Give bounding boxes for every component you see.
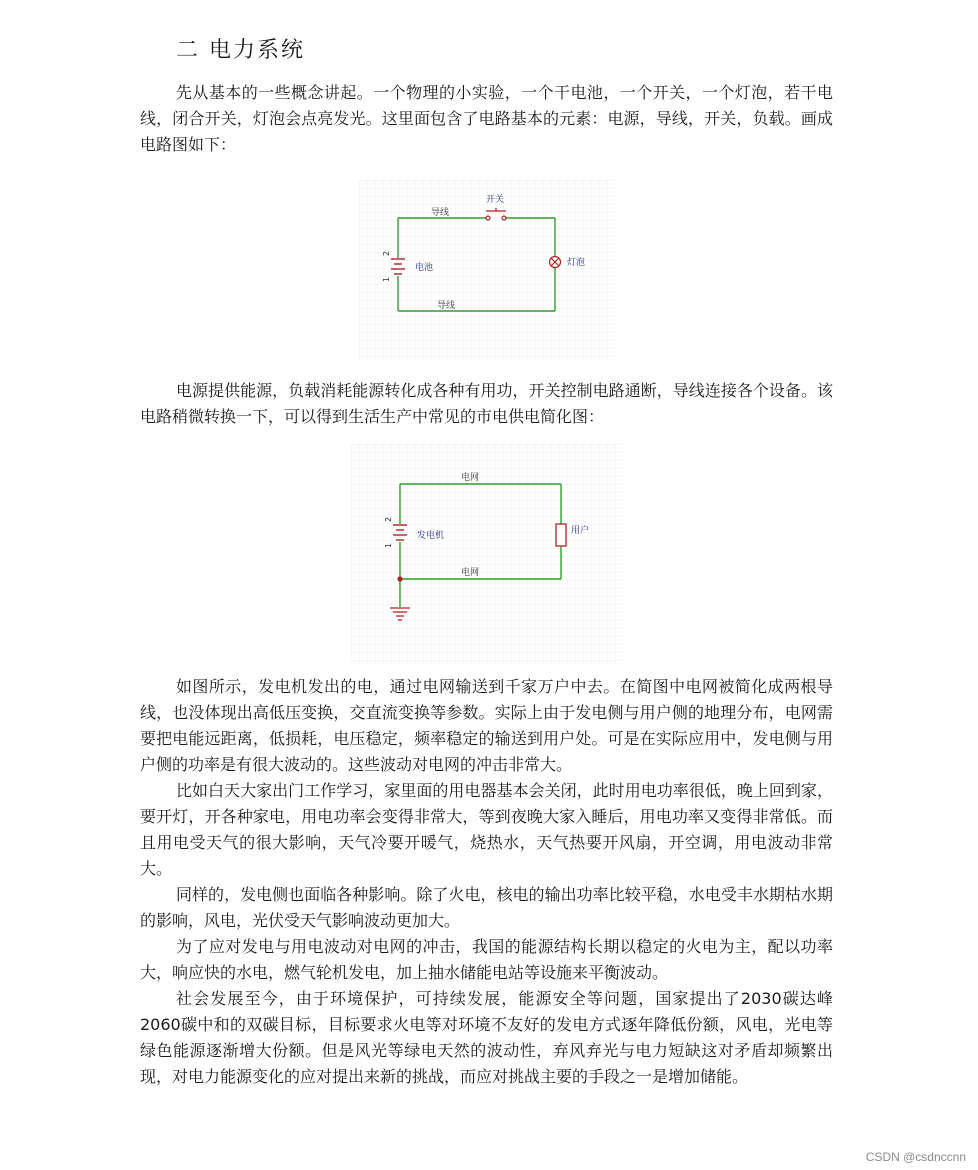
label-generator: 发电机 — [416, 531, 444, 541]
circuit-1-svg — [359, 180, 615, 362]
label-user: 用户 — [570, 526, 589, 536]
label-pin-2: 2 — [381, 250, 391, 256]
label-gen-pin-2: 2 — [383, 516, 393, 522]
label-grid-bottom: 电网 — [460, 568, 479, 578]
paragraph-grid: 如图所示，发电机发出的电，通过电网输送到千家万户中去。在简图中电网被简化成两根导线，也没体现出高低压变换，交直流变换等参数。实际上由于发电侧与用户侧的地理分布，电网需要把电能远距离，低损耗，电压稳定，频率稳定的输送到用户处。可是在实际应用中，发电侧与用户侧的功率是有很大波动的。这些波动对电网的冲击非常大。 — [140, 677, 833, 774]
label-wire-top: 导线 — [430, 208, 449, 218]
paragraph-demand: 比如白天大家出门工作学习，家里面的用电器基本会关闭，此时用电功率很低，晚上回到家，要开灯，开各种家电，用电功率会变得非常大，等到夜晚大家入睡后，用电功率又变得非常低。而且用电受天气的很大影响，天气冷要开暖气，烧热水，天气热要开风扇，开空调，用电波动非常大。 — [140, 781, 833, 878]
grid-background-2 — [351, 444, 623, 662]
paragraph-power-explain: 电源提供能源，负载消耗能源转化成各种有用功，开关控制电路通断，导线连接各个设备。该电路稍微转换一下，可以得到生活生产中常见的市电供电简化图： — [140, 381, 833, 426]
label-pin-1: 1 — [381, 276, 391, 282]
paragraph-dual-carbon: 社会发展至今，由于环境保护，可持续发展，能源安全等问题，国家提出了2030碳达峰2060碳中和的双碳目标，目标要求火电等对环境不友好的发电方式逐年降低份额，风电，光电等绿色能源逐渐增大份额。但是风光等绿电天然的波动性，弃风弃光与电力短缺这对矛盾却频繁出现，对电力能源变化的应对提出来新的挑战，而应对挑战主要的手段之一是增加储能。 — [140, 989, 833, 1086]
label-wire-bottom: 导线 — [436, 301, 455, 311]
label-lamp: 灯泡 — [566, 258, 585, 268]
article — [140, 34, 833, 1090]
user-load-icon — [556, 524, 566, 546]
section-heading: 二 电力系统 — [176, 38, 305, 63]
paragraph-intro: 先从基本的一些概念讲起。一个物理的小实验，一个干电池，一个开关，一个灯泡，若干电线，闭合开关，灯泡会点亮发光。这里面包含了电路基本的元素：电源，导线，开关，负载。画成电路图如下： — [140, 83, 833, 154]
label-switch: 开关 — [485, 195, 504, 205]
label-gen-pin-1: 1 — [383, 542, 393, 548]
circuit-diagram-2 — [351, 444, 623, 662]
circuit-2-svg — [351, 444, 623, 662]
label-battery: 电池 — [414, 263, 433, 273]
paragraph-supply: 同样的，发电侧也面临各种影响。除了火电，核电的输出功率比较平稳，水电受丰水期枯水期的影响，风电，光伏受天气影响波动更加大。 — [140, 885, 833, 930]
label-grid-top: 电网 — [460, 473, 479, 483]
grid-background — [359, 180, 615, 362]
paragraph-structure: 为了应对发电与用电波动对电网的冲击，我国的能源结构长期以稳定的火电为主，配以功率大，响应快的水电，燃气轮机发电，加上抽水储能电站等设施来平衡波动。 — [140, 937, 833, 982]
lamp-icon — [549, 257, 560, 268]
csdn-watermark: CSDN @csdnccnn — [865, 1150, 966, 1164]
junction-dot — [397, 576, 402, 581]
circuit-diagram-1 — [359, 180, 615, 362]
